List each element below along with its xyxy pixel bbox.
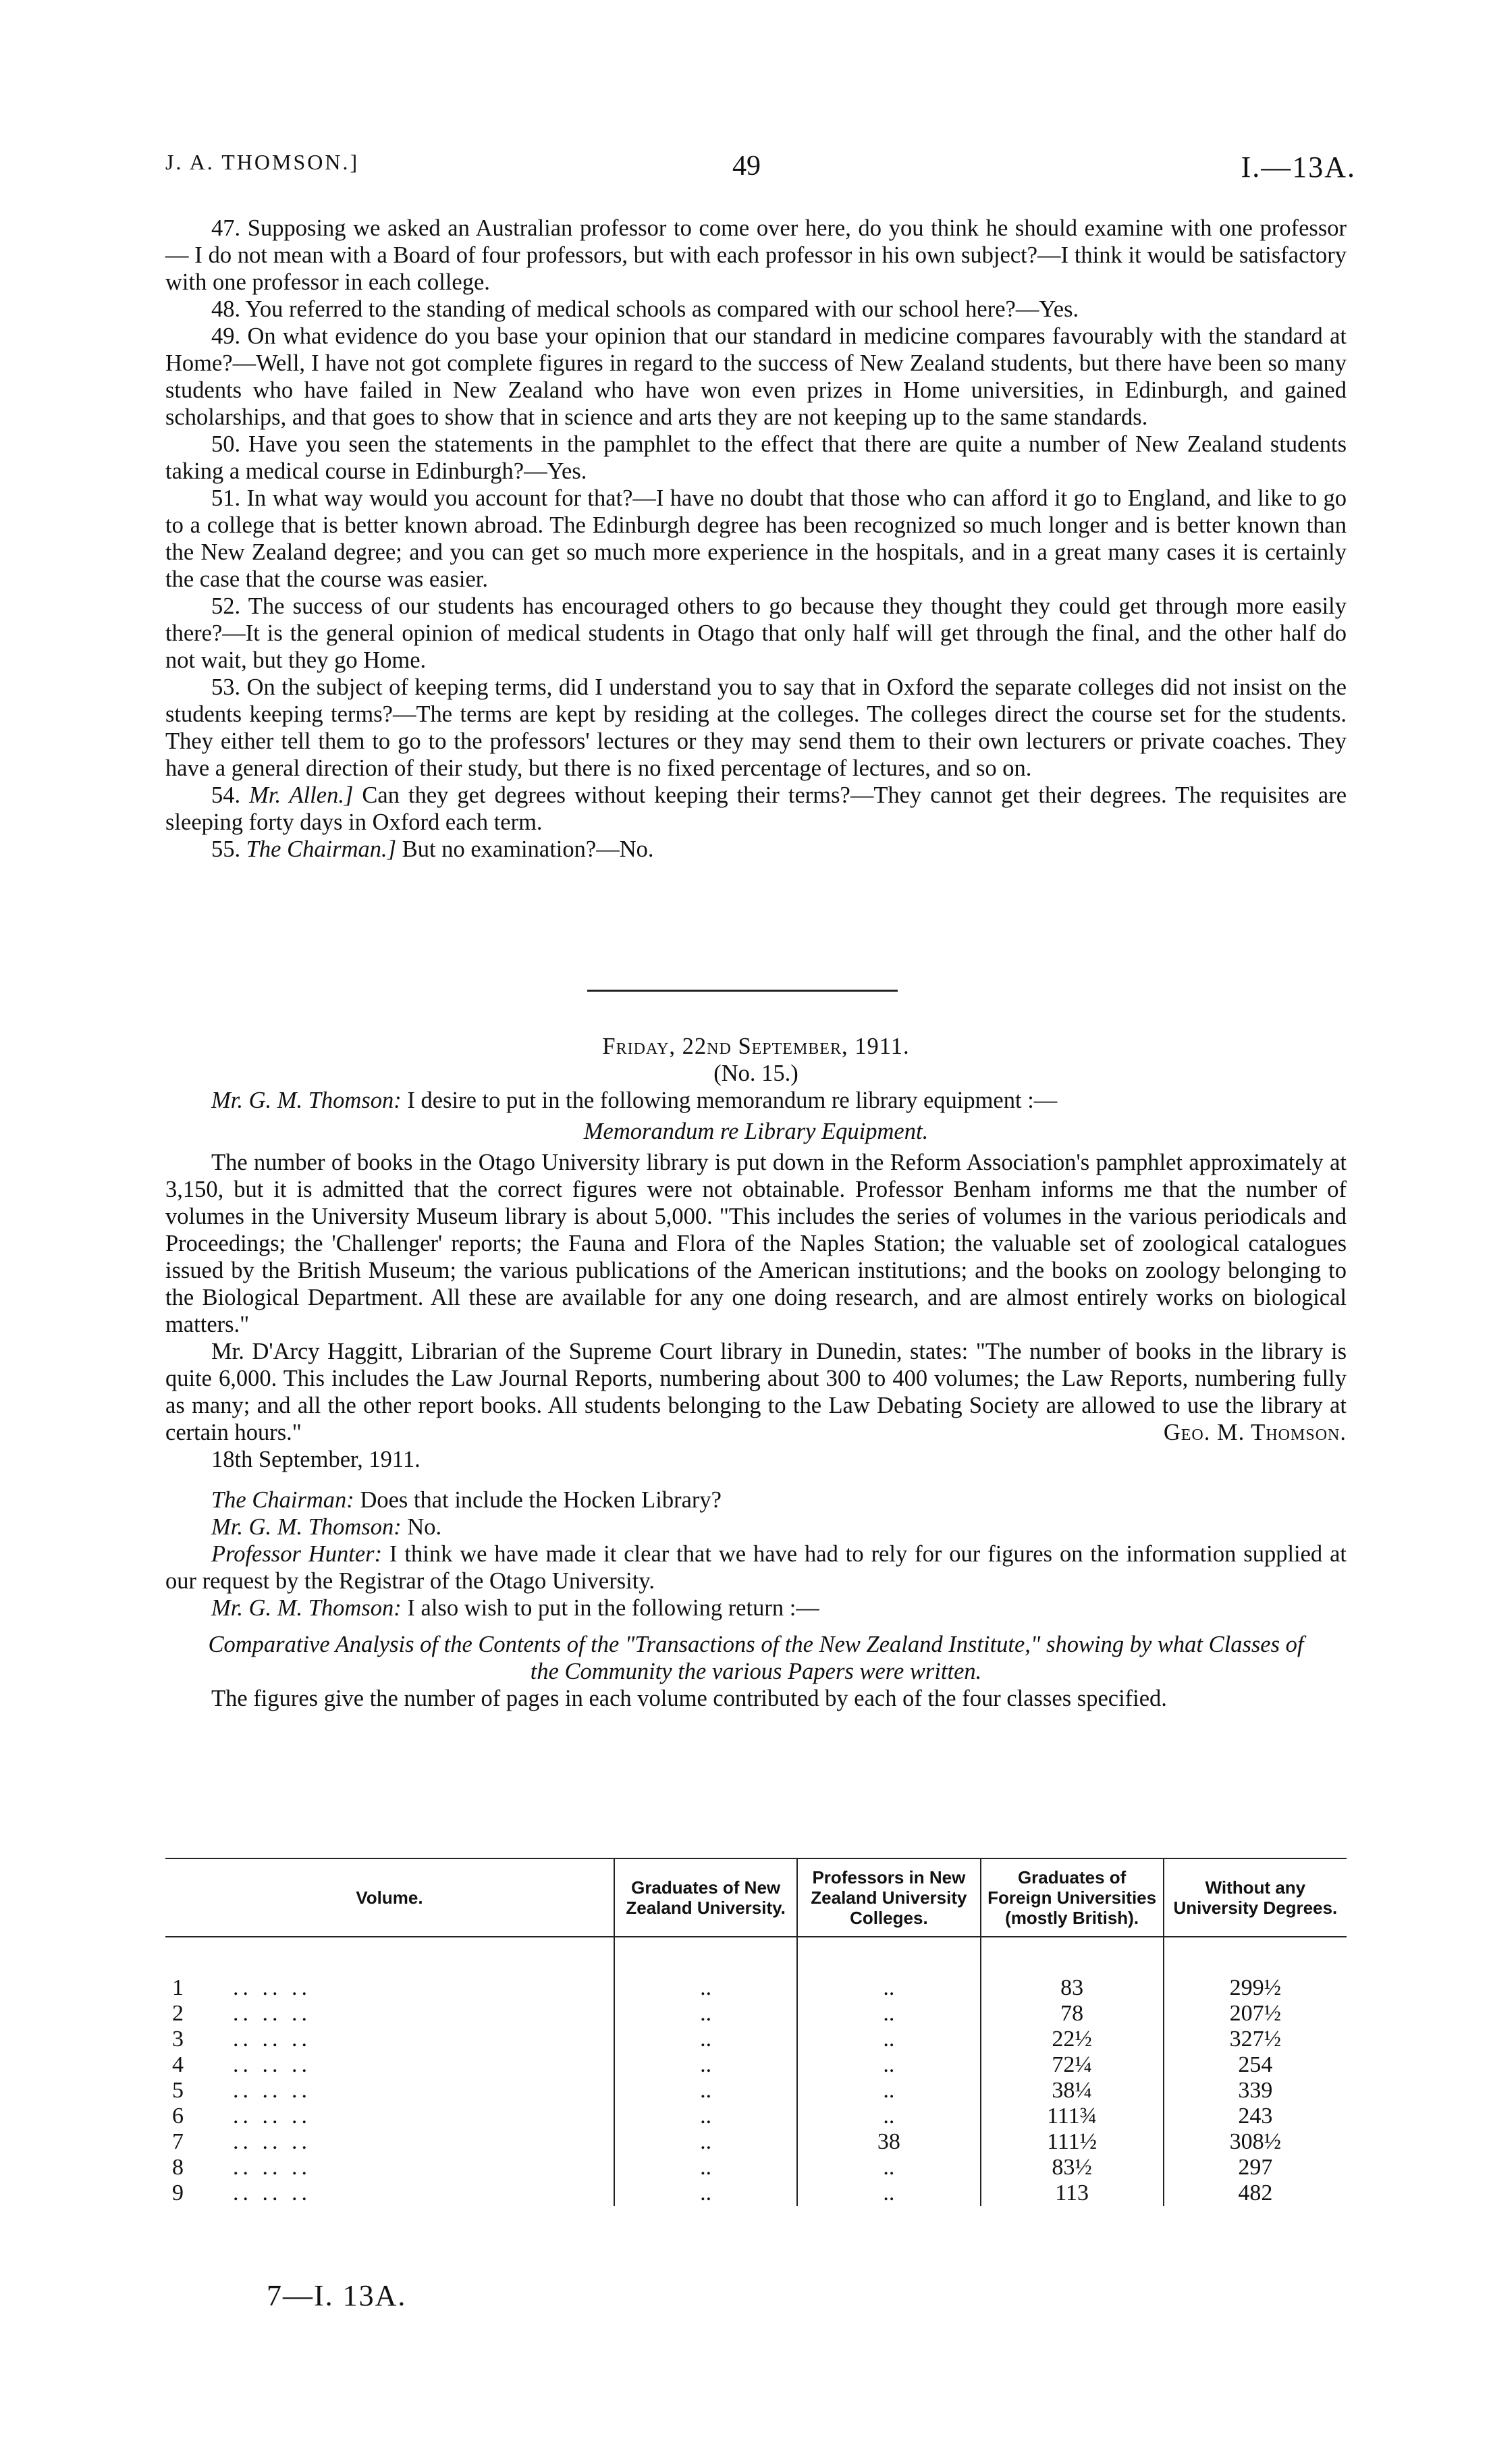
volume-number: 2 bbox=[172, 2001, 184, 2026]
cell-volume bbox=[165, 2027, 614, 2052]
exchange-3-text: I think we have made it clear that we have had to rely for our figures on the information supplied at our request by the Registrar of the Otago University. bbox=[165, 1541, 1347, 1594]
table-row bbox=[165, 2129, 1347, 2155]
column-header-volume: Volume. bbox=[165, 1858, 614, 1937]
cell-professors: .. bbox=[797, 2001, 980, 2027]
cell-volume bbox=[165, 2104, 614, 2129]
memo-intro-speaker: Mr. G. M. Thomson: bbox=[211, 1088, 402, 1113]
qa-49: 49. On what evidence do you base your opinion that our standard in medicine compares favourably with the standard at Home?—Well, I have not got complete figures in regard to the success of New Zealand students, but there have been so many students who have failed in New Zealand who have won even prizes in Home universities, in Edinburgh, and gained scholarships, and that goes to show that in science and arts they are not keeping up to the same standards. bbox=[165, 323, 1347, 430]
qa-54 bbox=[165, 782, 1347, 836]
volume-number: 7 bbox=[172, 2129, 184, 2154]
column-header-foreign-graduates: Graduates of Foreign Universities (mostly British). bbox=[981, 1858, 1164, 1937]
exchange-1 bbox=[165, 1487, 1347, 1514]
cell-volume bbox=[165, 2001, 614, 2027]
qa-55 bbox=[165, 836, 1347, 863]
testimony-block bbox=[165, 215, 1347, 863]
volume-number: 5 bbox=[172, 2078, 184, 2103]
qa-53: 53. On the subject of keeping terms, did I understand you to say that in Oxford the separate colleges did not insist on the students keeping terms?—The terms are kept by residing at the colleges. The colleges direct the course set for the students. They either tell them to go to the professors' lectures or they may send them to their own lecturers or private coaches. They have a general direction of their study, but there is no fixed percentage of lectures, and so on. bbox=[165, 674, 1347, 781]
cell-nz-graduates: .. bbox=[614, 2052, 797, 2078]
table-row bbox=[165, 2078, 1347, 2104]
qa-52: 52. The success of our students has encouraged others to go because they thought they could get through more easily there?—It is the general opinion of medical students in Otago that only half will get through the final, and the other half do not wait, but they go Home. bbox=[165, 593, 1347, 673]
cell-nz-graduates: .. bbox=[614, 2129, 797, 2155]
cell-no-degrees: 207½ bbox=[1164, 2001, 1347, 2027]
leader-dots: .. .. .. bbox=[233, 2129, 311, 2154]
cell-volume bbox=[165, 2155, 614, 2180]
cell-professors: .. bbox=[797, 2180, 980, 2206]
cell-foreign-graduates: 22½ bbox=[981, 2027, 1164, 2052]
cell-nz-graduates: .. bbox=[614, 2155, 797, 2180]
exchange-1-text: Does that include the Hocken Library? bbox=[360, 1487, 722, 1513]
cell-no-degrees: 297 bbox=[1164, 2155, 1347, 2180]
cell-no-degrees: 299½ bbox=[1164, 1975, 1347, 2001]
column-header-no-degrees: Without any University Degrees. bbox=[1164, 1858, 1347, 1937]
session-block bbox=[165, 1033, 1347, 1712]
exchange-2-speaker: Mr. G. M. Thomson: bbox=[211, 1514, 402, 1540]
qa-54-text: Can they get degrees without keeping their terms?—They cannot get their degrees. The requisites are sleeping forty days in Oxford each term. bbox=[165, 782, 1347, 835]
volume-number: 6 bbox=[172, 2104, 184, 2128]
cell-nz-graduates: .. bbox=[614, 2078, 797, 2104]
qa-47: 47. Supposing we asked an Australian professor to come over here, do you think he should examine with one professor — I do not mean with a Board of four professors, but with each professor in his own subject?—I think it would be satisfactory with one professor in each college. bbox=[165, 215, 1347, 295]
table-spacer-row bbox=[165, 1937, 1347, 1975]
cell-professors: .. bbox=[797, 2052, 980, 2078]
qa-48: 48. You referred to the standing of medical schools as compared with our school here?—Yes. bbox=[211, 296, 1079, 322]
cell-nz-graduates: .. bbox=[614, 1975, 797, 2001]
cell-foreign-graduates: 38¼ bbox=[981, 2078, 1164, 2104]
exchange-4-speaker: Mr. G. M. Thomson: bbox=[211, 1595, 402, 1621]
leader-dots: .. .. .. bbox=[233, 2001, 311, 2026]
cell-foreign-graduates: 111½ bbox=[981, 2129, 1164, 2155]
cell-volume bbox=[165, 2180, 614, 2206]
memo-title bbox=[165, 1118, 1347, 1145]
table-header-row bbox=[165, 1858, 1347, 1937]
cell-volume bbox=[165, 2129, 614, 2155]
signature-footer: 7—I. 13A. bbox=[267, 2279, 407, 2312]
cell-professors: .. bbox=[797, 2027, 980, 2052]
leader-dots: .. .. .. bbox=[233, 2027, 311, 2052]
volume-number: 4 bbox=[172, 2052, 184, 2077]
column-header-professors: Professors in New Zealand University Colleges. bbox=[797, 1858, 980, 1937]
cell-professors: .. bbox=[797, 2155, 980, 2180]
exchange-4-text: I also wish to put in the following return :— bbox=[407, 1595, 819, 1621]
leader-dots: .. .. .. bbox=[233, 2078, 311, 2103]
cell-nz-graduates: .. bbox=[614, 2104, 797, 2129]
session-number: (No. 15.) bbox=[713, 1061, 798, 1086]
table-row bbox=[165, 2180, 1347, 2206]
exchange-2 bbox=[165, 1514, 1347, 1541]
cell-nz-graduates: .. bbox=[614, 2027, 797, 2052]
qa-50: 50. Have you seen the statements in the pamphlet to the effect that there are quite a number of New Zealand students taking a medical course in Edinburgh?—Yes. bbox=[165, 431, 1347, 484]
memo-signature: Geo. M. Thomson. bbox=[1163, 1420, 1347, 1445]
memo-paragraph-2-text: Mr. D'Arcy Haggitt, Librarian of the Supreme Court library in Dunedin, states: "The number of books in the library is quite 6,000. This includes the Law Journal Reports, numbering about 300 to 400 volumes; the Law Reports, numbering fully as many; and all the other report books. All students belonging to the Law Debating Society are allowed to use the library at certain hours." bbox=[165, 1339, 1347, 1445]
column-header-nz-graduates: Graduates of New Zealand University. bbox=[614, 1858, 797, 1937]
session-date: Friday, 22nd September, 1911. bbox=[602, 1034, 910, 1059]
running-header-right: I.—13A. bbox=[1241, 151, 1356, 184]
memo-intro-text: I desire to put in the following memorandum re library equipment :— bbox=[407, 1088, 1058, 1113]
volume-number: 3 bbox=[172, 2027, 184, 2052]
running-header-left: J. A. THOMSON.] bbox=[165, 150, 360, 174]
cell-no-degrees: 308½ bbox=[1164, 2129, 1347, 2155]
cell-foreign-graduates: 113 bbox=[981, 2180, 1164, 2206]
table-row bbox=[165, 1975, 1347, 2001]
memo-title-text: Memorandum re Library Equipment. bbox=[583, 1119, 929, 1144]
cell-professors: 38 bbox=[797, 2129, 980, 2155]
exchange-1-speaker: The Chairman: bbox=[211, 1487, 354, 1513]
qa-55-speaker: The Chairman.] bbox=[246, 836, 397, 862]
cell-professors: .. bbox=[797, 1975, 980, 2001]
cell-nz-graduates: .. bbox=[614, 2001, 797, 2027]
table-row bbox=[165, 2155, 1347, 2180]
qa-51: 51. In what way would you account for that?—I have no doubt that those who can afford it go to England, and like to go to a college that is better known abroad. The Edinburgh degree has been recognized so much longer and is better known than the New Zealand degree; and you can get so much more experience in the hospitals, and in a great many cases it is certainly the case that the course was easier. bbox=[165, 485, 1347, 592]
leader-dots: .. .. .. bbox=[233, 2155, 311, 2180]
analysis-title-text: Comparative Analysis of the Contents of the "Transactions of the New Zealand Institute," showing by what Classes of the Community the various Papers were written. bbox=[208, 1632, 1304, 1684]
cell-professors: .. bbox=[797, 2104, 980, 2129]
analysis-table bbox=[165, 1858, 1347, 2206]
leader-dots: .. .. .. bbox=[233, 2180, 311, 2205]
leader-dots: .. .. .. bbox=[233, 2104, 311, 2128]
section-divider bbox=[587, 990, 898, 992]
cell-professors: .. bbox=[797, 2078, 980, 2104]
cell-no-degrees: 339 bbox=[1164, 2078, 1347, 2104]
cell-foreign-graduates: 83½ bbox=[981, 2155, 1164, 2180]
exchange-3 bbox=[165, 1541, 1347, 1595]
cell-foreign-graduates: 78 bbox=[981, 2001, 1164, 2027]
cell-foreign-graduates: 111¾ bbox=[981, 2104, 1164, 2129]
table-row bbox=[165, 2052, 1347, 2078]
volume-number: 1 bbox=[172, 1975, 184, 2000]
qa-55-number: 55. bbox=[211, 836, 241, 862]
memo-paragraph-2 bbox=[165, 1338, 1347, 1446]
exchange-4 bbox=[165, 1595, 1347, 1622]
table-row bbox=[165, 2001, 1347, 2027]
analysis-title bbox=[206, 1631, 1306, 1685]
leader-dots: .. .. .. bbox=[233, 2052, 311, 2077]
cell-nz-graduates: .. bbox=[614, 2180, 797, 2206]
analysis-note: The figures give the number of pages in each volume contributed by each of the four classes specified. bbox=[211, 1686, 1167, 1711]
cell-foreign-graduates: 83 bbox=[981, 1975, 1164, 2001]
qa-54-speaker: Mr. Allen.] bbox=[249, 782, 354, 808]
table-row bbox=[165, 2027, 1347, 2052]
cell-foreign-graduates: 72¼ bbox=[981, 2052, 1164, 2078]
cell-volume bbox=[165, 1975, 614, 2001]
volume-number: 9 bbox=[172, 2180, 184, 2205]
cell-no-degrees: 243 bbox=[1164, 2104, 1347, 2129]
leader-dots: .. .. .. bbox=[233, 1975, 311, 2000]
qa-55-text: But no examination?—No. bbox=[402, 836, 654, 862]
cell-no-degrees: 482 bbox=[1164, 2180, 1347, 2206]
exchange-3-speaker: Professor Hunter: bbox=[211, 1541, 383, 1567]
memo-paragraph-1: The number of books in the Otago University library is put down in the Reform Association's pamphlet approximately at 3,150, but it is admitted that the correct figures were not obtainable. Professor Benham informs me that the number of volumes in the University Museum library is about 5,000. "This includes the series of volumes in the various periodicals and Proceedings; the 'Challenger' reports; the Fauna and Flora of the Naples Station; the valuable set of zoological catalogues issued by the British Museum; the various publications of the American institutions; and the books on zoology belonging to the Biological Department. All these are available for any one doing research, and are almost entirely works on biological matters." bbox=[165, 1150, 1347, 1337]
table-row bbox=[165, 2104, 1347, 2129]
memo-intro bbox=[165, 1087, 1347, 1114]
cell-no-degrees: 327½ bbox=[1164, 2027, 1347, 2052]
page-number: 49 bbox=[732, 151, 761, 182]
qa-54-number: 54. bbox=[211, 782, 241, 808]
volume-number: 8 bbox=[172, 2155, 184, 2180]
cell-volume bbox=[165, 2052, 614, 2078]
memo-date: 18th September, 1911. bbox=[211, 1447, 421, 1472]
exchange-2-text: No. bbox=[407, 1514, 442, 1540]
table-body bbox=[165, 1937, 1347, 2206]
cell-no-degrees: 254 bbox=[1164, 2052, 1347, 2078]
cell-volume bbox=[165, 2078, 614, 2104]
